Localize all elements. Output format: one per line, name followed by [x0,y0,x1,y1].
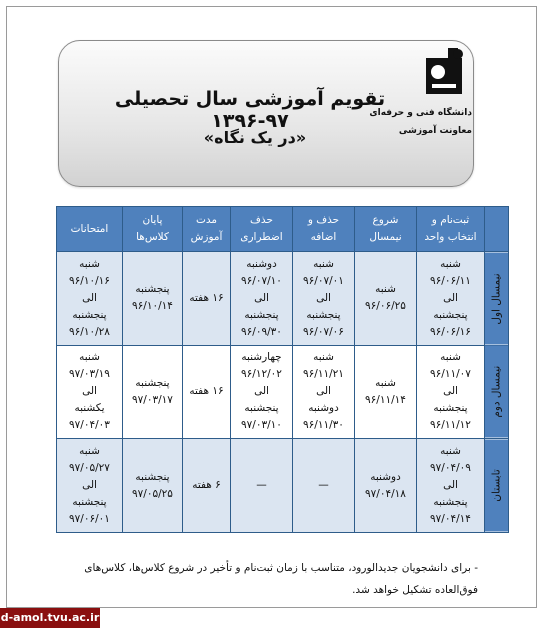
table-cell: دوشنبه ۹۶/۰۷/۱۰ الی پنجشنبه ۹۶/۰۹/۳۰ [231,252,293,346]
semester-label: تابستان [485,439,509,533]
table-row [57,252,509,346]
semester-label: نیمسال اول [485,252,509,346]
table-cell: — [293,439,355,533]
table-cell: شنبه ۹۶/۱۰/۱۶ الی پنجشنبه ۹۶/۱۰/۲۸ [57,252,123,346]
table-cell: ۶ هفته [183,439,231,533]
table-cell: شنبه ۹۶/۰۶/۲۵ [355,252,417,346]
column-header: مدت آموزش [183,207,231,252]
table-cell: — [231,439,293,533]
academic-calendar-table [56,206,509,533]
table-cell: پنجشنبه ۹۷/۰۵/۲۵ [123,439,183,533]
table-cell: پنجشنبه ۹۷/۰۳/۱۷ [123,345,183,439]
table-cell: ۱۶ هفته [183,252,231,346]
table-corner-cell [485,207,509,252]
column-header: ثبت‌نام و انتخاب واحد [417,207,485,252]
table-header-row [57,207,509,252]
table-cell: شنبه ۹۶/۰۷/۰۱ الی پنجشنبه ۹۶/۰۷/۰۶ [293,252,355,346]
column-header: حذف و اضافه [293,207,355,252]
column-header: حذف اضطراری [231,207,293,252]
table-cell: شنبه ۹۷/۰۳/۱۹ الی یکشنبه ۹۷/۰۴/۰۳ [57,345,123,439]
university-logo-icon [418,44,470,102]
table-cell: چهارشنبه ۹۶/۱۲/۰۲ الی پنجشنبه ۹۷/۰۳/۱۰ [231,345,293,439]
page-title: تقویم آموزشی سال تحصیلی ۹۷-۱۳۹۶ [114,88,386,132]
website-link[interactable]: d-amol.tvu.ac.ir [0,608,100,628]
column-header: پایان کلاس‌ها [123,207,183,252]
logo-text-department: معاونت آموزشی [398,126,472,136]
table-cell: شنبه ۹۶/۱۱/۱۴ [355,345,417,439]
column-header: شروع نیمسال [355,207,417,252]
table-cell: شنبه ۹۶/۰۶/۱۱ الی پنجشنبه ۹۶/۰۶/۱۶ [417,252,485,346]
table-cell: پنجشنبه ۹۶/۱۰/۱۴ [123,252,183,346]
table-cell: ۱۶ هفته [183,345,231,439]
table-row [57,439,509,533]
footnote-text: - برای دانشجویان جدیدالورود، متناسب با زمان ثبت‌نام و تأخیر در شروع کلاس‌ها، کلاس‌های فوق‌العاده تشکیل خواهد شد. [84,562,478,596]
column-header: امتحانات [57,207,123,252]
table-cell: شنبه ۹۷/۰۴/۰۹ الی پنجشنبه ۹۷/۰۴/۱۴ [417,439,485,533]
logo-text-university: دانشگاه فنی و حرفه‌ای [369,108,472,118]
table-cell: شنبه ۹۶/۱۱/۰۷ الی پنجشنبه ۹۶/۱۱/۱۲ [417,345,485,439]
table-cell: دوشنبه ۹۷/۰۴/۱۸ [355,439,417,533]
table-row [57,345,509,439]
semester-label: نیمسال دوم [485,345,509,439]
page-subtitle: «در یک نگاه» [203,128,307,147]
table-cell: شنبه ۹۷/۰۵/۲۷ الی پنجشنبه ۹۷/۰۶/۰۱ [57,439,123,533]
table-cell: شنبه ۹۶/۱۱/۲۱ الی دوشنبه ۹۶/۱۱/۳۰ [293,345,355,439]
